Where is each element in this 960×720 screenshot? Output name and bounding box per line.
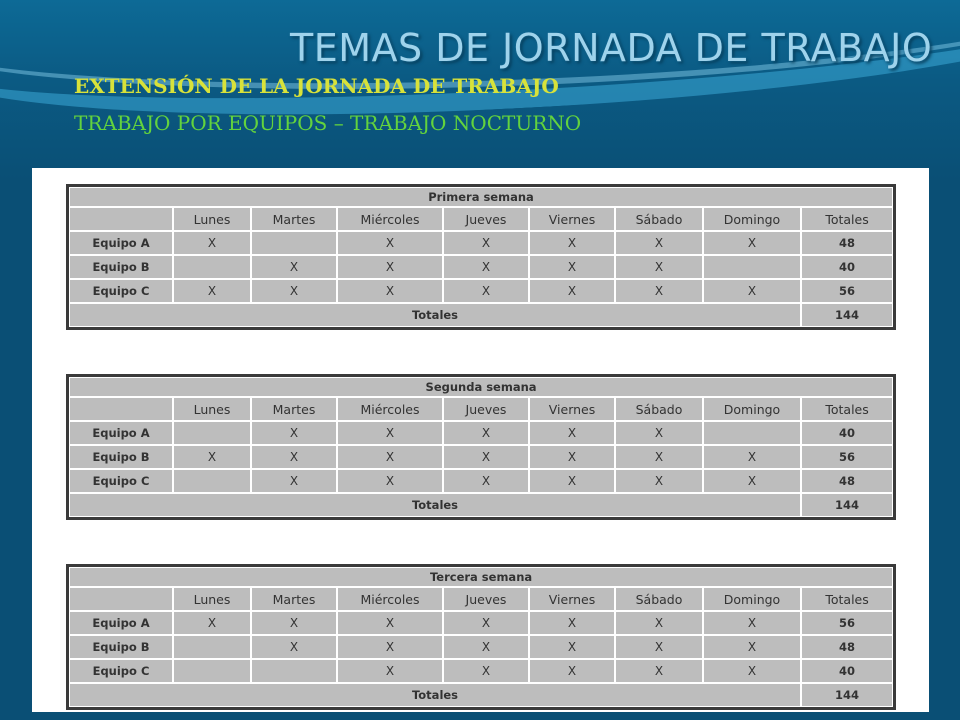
week-title: Segunda semana xyxy=(69,377,893,397)
column-header: Viernes xyxy=(529,587,615,611)
shift-mark-cell: X xyxy=(529,445,615,469)
shift-mark-cell xyxy=(251,659,337,683)
team-name-cell: Equipo B xyxy=(69,635,173,659)
row-total-cell: 56 xyxy=(801,611,893,635)
header-blank-cell xyxy=(69,587,173,611)
row-total-cell: 40 xyxy=(801,255,893,279)
shift-mark-cell: X xyxy=(615,279,703,303)
shift-mark-cell: X xyxy=(337,659,443,683)
team-name-cell: Equipo C xyxy=(69,279,173,303)
row-total-cell: 48 xyxy=(801,231,893,255)
shift-mark-cell: X xyxy=(173,231,251,255)
shift-mark-cell: X xyxy=(443,421,529,445)
shift-mark-cell xyxy=(703,255,801,279)
shift-mark-cell: X xyxy=(337,611,443,635)
column-header: Miércoles xyxy=(337,397,443,421)
shift-mark-cell: X xyxy=(529,659,615,683)
shift-mark-cell: X xyxy=(337,421,443,445)
column-header: Martes xyxy=(251,207,337,231)
grand-total-cell: 144 xyxy=(801,493,893,517)
schedule-table-week-2 xyxy=(68,376,894,518)
shift-mark-cell: X xyxy=(443,611,529,635)
row-total-cell: 48 xyxy=(801,635,893,659)
shift-mark-cell: X xyxy=(443,255,529,279)
row-total-cell: 48 xyxy=(801,469,893,493)
shift-mark-cell: X xyxy=(443,279,529,303)
week-title: Tercera semana xyxy=(69,567,893,587)
column-header: Lunes xyxy=(173,397,251,421)
shift-mark-cell: X xyxy=(337,445,443,469)
shift-mark-cell: X xyxy=(173,611,251,635)
shift-mark-cell: X xyxy=(251,421,337,445)
row-total-cell: 40 xyxy=(801,659,893,683)
shift-mark-cell: X xyxy=(615,255,703,279)
table-row xyxy=(69,469,893,493)
shift-mark-cell: X xyxy=(337,469,443,493)
row-total-cell: 56 xyxy=(801,445,893,469)
column-header: Totales xyxy=(801,587,893,611)
shift-mark-cell xyxy=(173,635,251,659)
shift-mark-cell: X xyxy=(703,659,801,683)
totals-label: Totales xyxy=(69,683,801,707)
shift-mark-cell: X xyxy=(443,231,529,255)
column-header: Martes xyxy=(251,587,337,611)
shift-mark-cell: X xyxy=(337,231,443,255)
header-blank-cell xyxy=(69,397,173,421)
shift-mark-cell: X xyxy=(615,445,703,469)
shift-mark-cell: X xyxy=(251,635,337,659)
shift-mark-cell xyxy=(703,421,801,445)
shift-mark-cell: X xyxy=(443,659,529,683)
shift-mark-cell: X xyxy=(251,445,337,469)
shift-mark-cell: X xyxy=(703,279,801,303)
table-row xyxy=(69,231,893,255)
team-name-cell: Equipo A xyxy=(69,611,173,635)
table-row xyxy=(69,279,893,303)
column-header: Miércoles xyxy=(337,207,443,231)
column-header: Miércoles xyxy=(337,587,443,611)
column-header: Domingo xyxy=(703,397,801,421)
shift-mark-cell xyxy=(173,421,251,445)
shift-mark-cell: X xyxy=(615,421,703,445)
schedule-table-week-3 xyxy=(68,566,894,708)
slide-subtitle-extension: EXTENSIÓN DE LA JORNADA DE TRABAJO xyxy=(74,74,559,98)
column-header: Viernes xyxy=(529,207,615,231)
schedule-table-week-1 xyxy=(68,186,894,328)
shift-mark-cell: X xyxy=(703,231,801,255)
table-row xyxy=(69,635,893,659)
shift-mark-cell: X xyxy=(443,445,529,469)
totals-label: Totales xyxy=(69,303,801,327)
shift-mark-cell: X xyxy=(529,255,615,279)
row-total-cell: 40 xyxy=(801,421,893,445)
shift-mark-cell: X xyxy=(251,611,337,635)
shift-mark-cell: X xyxy=(703,469,801,493)
shift-mark-cell: X xyxy=(443,635,529,659)
team-name-cell: Equipo C xyxy=(69,659,173,683)
table-row xyxy=(69,255,893,279)
column-header: Jueves xyxy=(443,587,529,611)
shift-mark-cell: X xyxy=(615,635,703,659)
shift-mark-cell: X xyxy=(703,611,801,635)
shift-mark-cell: X xyxy=(337,279,443,303)
shift-mark-cell: X xyxy=(529,279,615,303)
team-name-cell: Equipo A xyxy=(69,421,173,445)
table-row xyxy=(69,421,893,445)
column-header: Sábado xyxy=(615,587,703,611)
column-header: Jueves xyxy=(443,397,529,421)
shift-mark-cell: X xyxy=(703,635,801,659)
table-row xyxy=(69,445,893,469)
column-header: Viernes xyxy=(529,397,615,421)
shift-mark-cell: X xyxy=(337,255,443,279)
column-header: Martes xyxy=(251,397,337,421)
shift-mark-cell xyxy=(173,255,251,279)
slide-title: TEMAS DE JORNADA DE TRABAJO xyxy=(290,26,933,70)
column-header: Sábado xyxy=(615,397,703,421)
shift-mark-cell: X xyxy=(615,611,703,635)
shift-mark-cell: X xyxy=(529,231,615,255)
team-name-cell: Equipo B xyxy=(69,445,173,469)
shift-mark-cell: X xyxy=(443,469,529,493)
grand-total-cell: 144 xyxy=(801,303,893,327)
column-header: Jueves xyxy=(443,207,529,231)
week-title: Primera semana xyxy=(69,187,893,207)
shift-mark-cell: X xyxy=(529,469,615,493)
shift-mark-cell xyxy=(173,469,251,493)
shift-mark-cell: X xyxy=(251,279,337,303)
shift-mark-cell: X xyxy=(703,445,801,469)
shift-mark-cell: X xyxy=(173,445,251,469)
totals-label: Totales xyxy=(69,493,801,517)
team-name-cell: Equipo A xyxy=(69,231,173,255)
slide-subtitle-teams: TRABAJO POR EQUIPOS – TRABAJO NOCTURNO xyxy=(74,111,582,135)
table-row xyxy=(69,659,893,683)
shift-mark-cell: X xyxy=(173,279,251,303)
column-header: Domingo xyxy=(703,207,801,231)
grand-total-cell: 144 xyxy=(801,683,893,707)
shift-mark-cell: X xyxy=(529,421,615,445)
shift-mark-cell: X xyxy=(251,255,337,279)
column-header: Totales xyxy=(801,207,893,231)
header-blank-cell xyxy=(69,207,173,231)
column-header: Lunes xyxy=(173,207,251,231)
team-name-cell: Equipo B xyxy=(69,255,173,279)
column-header: Sábado xyxy=(615,207,703,231)
shift-mark-cell: X xyxy=(615,469,703,493)
shift-mark-cell xyxy=(251,231,337,255)
row-total-cell: 56 xyxy=(801,279,893,303)
shift-mark-cell: X xyxy=(529,611,615,635)
column-header: Domingo xyxy=(703,587,801,611)
shift-mark-cell: X xyxy=(251,469,337,493)
shift-mark-cell xyxy=(173,659,251,683)
table-row xyxy=(69,611,893,635)
shift-mark-cell: X xyxy=(615,231,703,255)
shift-mark-cell: X xyxy=(615,659,703,683)
column-header: Totales xyxy=(801,397,893,421)
team-name-cell: Equipo C xyxy=(69,469,173,493)
column-header: Lunes xyxy=(173,587,251,611)
shift-mark-cell: X xyxy=(337,635,443,659)
shift-mark-cell: X xyxy=(529,635,615,659)
schedule-panel xyxy=(32,168,929,712)
